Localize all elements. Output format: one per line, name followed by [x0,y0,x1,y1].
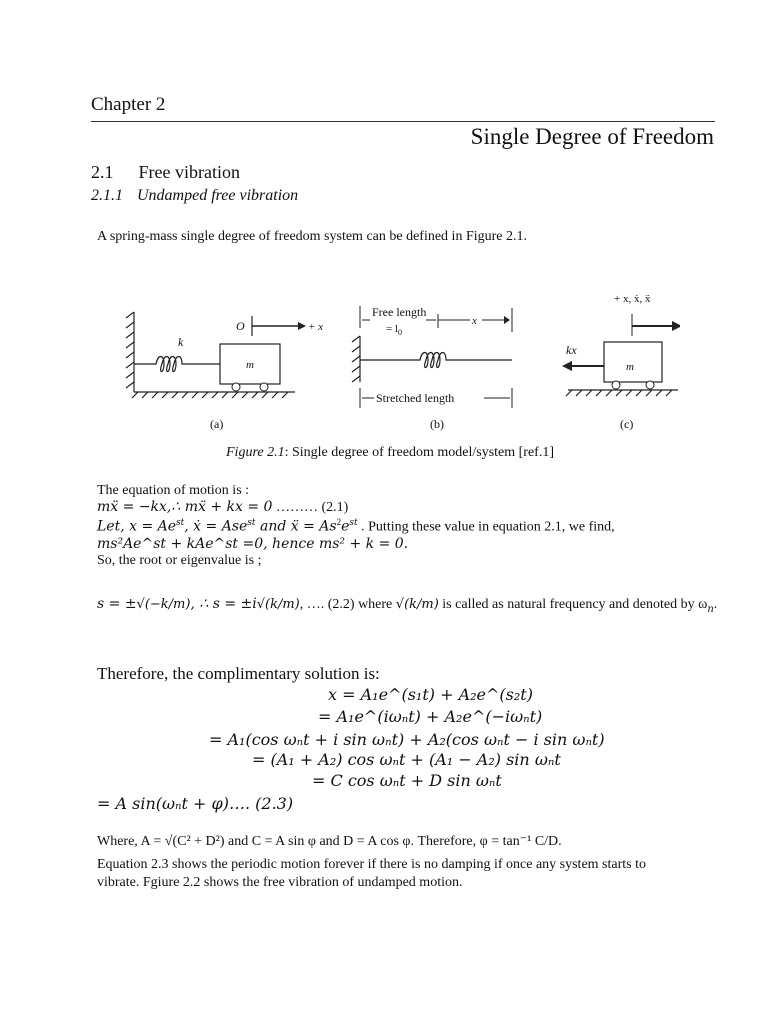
mass-label-a: m [246,359,254,371]
solution-line-1: x = A₁e^(s₁t) + A₂e^(s₂t) [328,685,533,704]
spring-b [360,353,512,368]
eom-intro: The equation of motion is : [97,483,250,498]
let-eq-2: , ẋ = Ase [184,518,248,535]
wall-a [126,312,134,392]
figure-caption [226,445,554,461]
subsection-heading [91,187,298,205]
plus-x-label: + x [308,321,324,333]
section-title: Free vibration [138,162,240,182]
spring-label-a: k [178,335,184,349]
let-sup-1: st [176,518,185,528]
ms-line: ms²Ae^st + kAe^st =0, hence ms² + k = 0. [97,536,409,552]
arrow-kx [562,361,572,371]
let-eq-4: e [341,518,350,535]
complimentary-heading: Therefore, the complimentary solution is: [97,664,380,683]
subfig-label-c: (c) [620,417,634,431]
origin-label: O [236,319,245,333]
eigen-line: s = ±√(−k/m), ∴ s = ±i√(k/m), …. (2.2) where √(k/m) is called as natural frequency and denoted by $\omega_n$. [97,596,718,615]
solution-line-3: = A₁(cos ωₙt + i sin ωₙt) + A₂(cos ωₙt − i sin ωₙt) [209,730,605,749]
header-rule [91,121,715,122]
root-line: So, the root or eigenvalue is ; [97,553,262,568]
sqrt-k-m-2: √(k/m) [395,597,439,612]
subsection-number: 2.1.1 [91,187,123,204]
natural-frequency-text: is called as natural frequency and denoted by ω [442,597,708,612]
free-length-label: Free length [372,305,427,319]
subfig-label-a: (a) [210,417,224,431]
let-eq-3: and ẍ = As [255,518,337,535]
subfig-label-b: (b) [430,417,444,431]
kx-label: kx [566,343,577,357]
sqrt-neg-k-m: √(−k/m) [136,597,191,612]
chapter-title: Single Degree of Freedom [470,124,714,149]
section-number: 2.1 [91,162,114,182]
eom-equation: mẍ = −kx,∴ mẍ + kx = 0 [97,499,273,515]
s-eq-1: s = ± [97,596,137,612]
eom-ref: ……… (2.1) [275,500,349,515]
section-heading [91,162,240,183]
let-putting: . Putting these value in equation 2.1, we find, [361,519,615,535]
wall-b [352,336,360,382]
x-label-b: x [472,315,477,327]
ground-a [132,392,295,398]
solution-line-6: = A sin(ωₙt + φ)…. (2.3) [97,794,294,813]
intro-paragraph: A spring-mass single degree of freedom system can be defined in Figure 2.1. [97,229,528,244]
let-sup-3: st [349,518,358,528]
where-line: Where, A = √(C² + D²) and C = A sin φ and D = A cos φ. Therefore, φ = tan⁻¹ C/D. [97,834,562,849]
chapter-label: Chapter 2 [91,94,166,115]
l0-label: = $l_0$ [386,323,403,337]
periodic-line-1: Equation 2.3 shows the periodic motion forever if there is no damping if once any system starts to [97,857,646,872]
solution-line-5: = C cos ωₙt + D sin ωₙt [312,771,502,790]
figure-caption-label: Figure 2.1 [226,445,285,460]
stretched-length-label: Stretched length [376,391,455,405]
mass-label-c: m [626,361,634,373]
force-label: + x, ẋ, ẍ [614,293,651,305]
spring-a [134,357,220,372]
subsection-title: Undamped free vibration [137,187,299,204]
sqrt-k-m: √(k/m) [256,597,300,612]
let-eq-1: Let, x = Ae [97,518,177,535]
solution-line-4: = (A₁ + A₂) cos ωₙt + (A₁ − A₂) sin ωₙt [252,750,561,769]
solution-line-2: = A₁e^(iωₙt) + A₂e^(−iωₙt) [318,707,543,726]
omega-sub: n [707,603,714,615]
figure-spring-mass [120,288,680,438]
figure-caption-text: : Single degree of freedom model/system [ref.1] [284,445,555,460]
s-ref: , …. (2.2) where [299,597,393,612]
ground-c [566,390,678,396]
s-eq-2: , ∴ s = ±i [190,596,257,612]
arrow-c [672,321,680,331]
let-sup-2: st [247,518,256,528]
eom-line [97,499,348,516]
periodic-line-2: vibrate. Fgiure 2.2 shows the free vibration of undamped motion. [97,875,463,890]
let-line [97,517,615,536]
let-sup-sq: 2 [336,517,342,527]
